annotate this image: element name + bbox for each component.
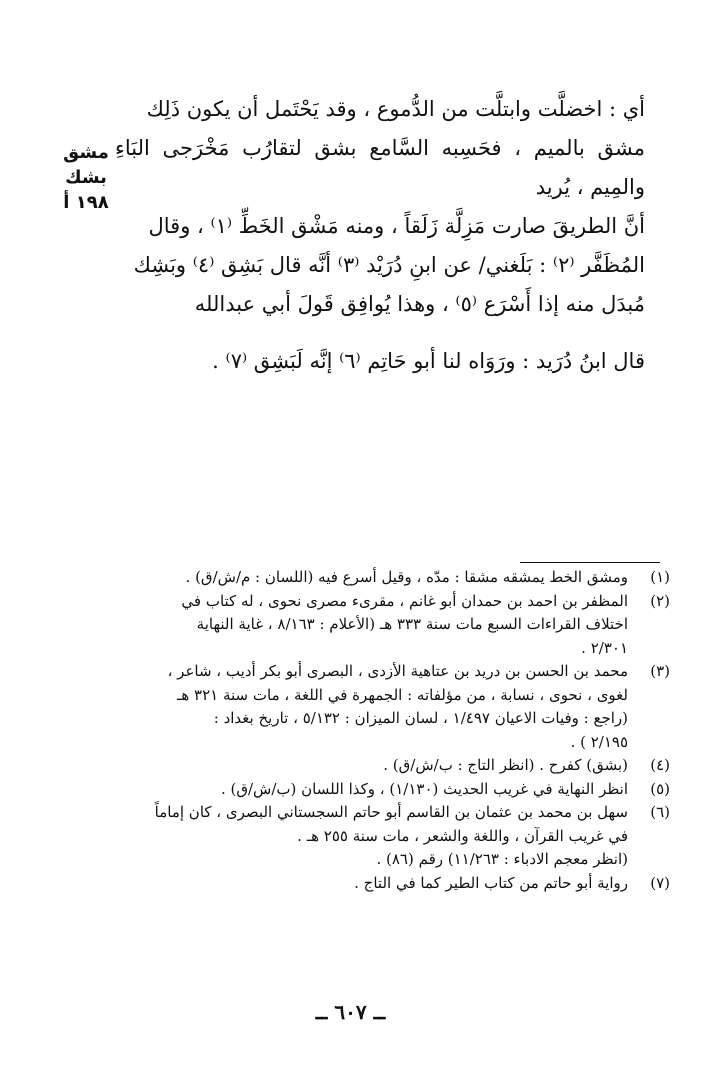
footnote-text (135, 590, 628, 661)
margin-word-mashq: مشق (63, 142, 109, 163)
footnote-text (135, 801, 628, 872)
footnote-number: (١) (650, 568, 670, 586)
footnote-line: المظفر بن احمد بن حمدان أبو غانم ، مقرىء مصرى نحوى ، له كتاب في (181, 591, 628, 610)
footnote-text (135, 754, 628, 778)
footnote-line: رواية أبو حاتم من كتاب الطير كما في التاج . (354, 873, 628, 892)
main-line: أنَّ الطريقَ صارت مَزِلَّة زَلَقاً ، ومنه مَشْق الخَطِّ ⁽١⁾ ، وقال (148, 214, 645, 238)
margin-notes (60, 140, 112, 215)
footnote-7 (135, 872, 670, 896)
main-paragraph (115, 90, 645, 324)
footnote-line: ٢/١٩٥ ) . (570, 732, 628, 751)
footnote-line: سهل بن محمد بن عثمان بن القاسم أبو حاتم السجستاني البصرى ، كان إماماً (154, 803, 628, 821)
quote-line: قال ابنُ دُرَيد : ورَوَاه لنا أبو حَاتِم ⁽٦⁾ إنَّه لَبَشِق ⁽٧⁾ . (212, 349, 645, 373)
footnote-line: (انظر معجم الادباء : ١١/٢٦٣) رقم (٨٦) . (376, 850, 628, 868)
footnote-line: (راجع : وفيات الاعيان ١/٤٩٧ ، لسان الميزان : ٥/١٣٢ ، تاريخ بغداد : (213, 709, 628, 727)
footnote-1 (135, 566, 670, 590)
footnote-5 (135, 778, 670, 802)
footnote-line: انظر النهاية في غريب الحديث (١/١٣٠) ، وكذا اللسان (ب/ش/ق) . (220, 779, 628, 798)
footnote-4 (135, 754, 670, 778)
footnote-line: (بشق) كفرح . (انظر التاج : ب/ش/ق) . (383, 756, 628, 774)
footnote-line: ٢/٣٠١ . (581, 638, 628, 657)
footnote-3 (135, 660, 670, 754)
footnote-line: في غريب القرآن ، واللغة والشعر ، مات سنة ٢٥٥ هـ . (297, 826, 628, 845)
footnote-text (135, 778, 628, 802)
folio-marker: ١٩٨ أ (63, 192, 109, 213)
main-line: أي : اخضلَّت وابتلَّت من الدُّموع ، وقد يَحْتَمل أن يكون ذَلِك (146, 97, 645, 121)
page-number: ــ ٦٠٧ ــ (315, 1000, 386, 1024)
footnote-number: (٣) (650, 662, 670, 680)
footnote-text (135, 872, 628, 896)
footnote-number: (٢) (650, 591, 670, 610)
main-line: مشق بالميم ، فحَسِبه السَّامع بشق لتقارُب مَخْرَجى البَاءِ والمِيم ، يُريد (115, 136, 645, 199)
footnote-2 (135, 590, 670, 661)
footnotes (135, 566, 670, 895)
footnote-text (135, 566, 628, 590)
footnote-line: لغوى ، نحوى ، نسابة ، من مؤلفاته : الجمهرة في اللغة ، مات سنة ٣٢١ هـ (176, 685, 628, 704)
footnote-divider (520, 562, 660, 563)
footnote-number: (٧) (650, 873, 670, 892)
footnote-number: (٤) (650, 756, 670, 774)
main-line: مُبدَل منه إذا أَسْرَع ⁽٥⁾ ، وهذا يُوافِق قَولَ أبي عبدالله (194, 292, 645, 316)
footnote-line: محمد بن الحسن بن دريد بن عتاهية الأزدى ، البصرى أبو بكر أديب ، شاعر ، (167, 662, 628, 680)
footnote-6 (135, 801, 670, 872)
main-text (115, 90, 645, 381)
footnote-number: (٥) (650, 779, 670, 798)
main-line: المُظَفَّر ⁽٢⁾ : بَلَغني/ عن ابنِ دُرَيْد ⁽٣⁾ أنَّه قال بَشِق ⁽٤⁾ وبَشِك (133, 253, 645, 277)
footnote-line: ومشق الخط يمشقه مشقا : مدّه ، وقيل أسرع فيه (اللسان : م/ش/ق) . (185, 568, 628, 586)
footnote-number: (٦) (650, 803, 670, 821)
margin-word-bashak: بشك (65, 167, 107, 188)
footnote-line: اختلاف القراءات السبع مات سنة ٣٣٣ هـ (الأعلام : ٨/١٦٣ ، غاية النهاية (196, 615, 628, 633)
footnote-text (135, 660, 628, 754)
